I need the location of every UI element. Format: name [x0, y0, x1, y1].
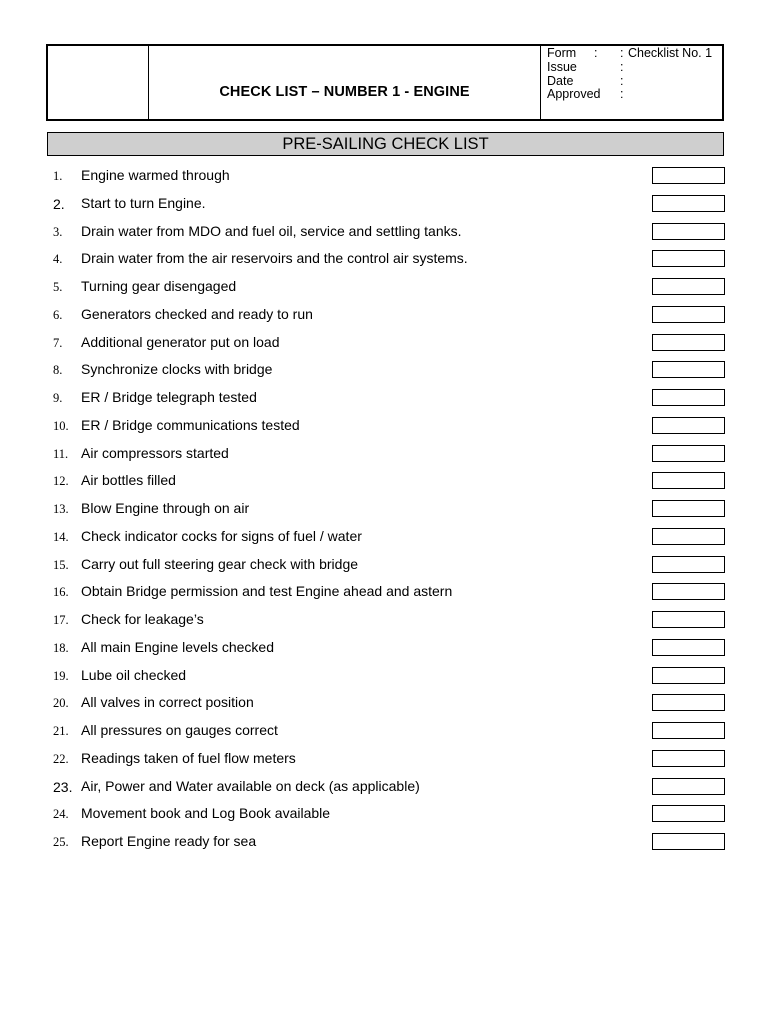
checklist-item	[0, 773, 768, 801]
checklist-item	[0, 578, 768, 606]
checklist-item	[0, 606, 768, 634]
checkbox[interactable]	[652, 805, 725, 822]
meta-label-date: Date	[547, 73, 574, 88]
item-text: Check indicator cocks for signs of fuel / water	[81, 527, 362, 544]
meta-label-issue: Issue	[547, 59, 577, 74]
item-text: Synchronize clocks with bridge	[81, 361, 273, 378]
item-number: 12.	[53, 474, 69, 489]
checkbox[interactable]	[652, 334, 725, 351]
item-number: 15.	[53, 557, 69, 572]
item-number: 25.	[53, 835, 69, 849]
item-number: 4.	[53, 252, 63, 267]
item-number: 20.	[53, 696, 69, 711]
checkbox[interactable]	[652, 556, 725, 573]
checklist-item	[0, 162, 768, 190]
checklist-item	[0, 356, 768, 384]
item-text: Air compressors started	[81, 444, 229, 461]
meta-label-approved: Approved	[547, 87, 601, 102]
checkbox[interactable]	[652, 472, 725, 489]
checklist-item	[0, 273, 768, 301]
item-text: Additional generator put on load	[81, 333, 280, 350]
item-text: Readings taken of fuel flow meters	[81, 749, 296, 766]
checkbox[interactable]	[652, 167, 725, 184]
checkbox[interactable]	[652, 833, 725, 850]
meta-separator: :	[620, 73, 624, 88]
item-number: 17.	[53, 613, 69, 627]
item-text: All pressures on gauges correct	[81, 722, 278, 738]
item-text: Air bottles filled	[81, 472, 176, 489]
meta-row-date	[541, 75, 722, 89]
checkbox[interactable]	[652, 445, 725, 462]
item-number: 2.	[53, 195, 65, 212]
item-text: Blow Engine through on air	[81, 500, 250, 516]
checklist-item	[0, 800, 768, 828]
checkbox[interactable]	[652, 361, 725, 378]
checkbox[interactable]	[652, 694, 725, 711]
document-header	[46, 44, 724, 121]
meta-row-approved	[541, 88, 722, 102]
item-number: 14.	[53, 529, 69, 544]
meta-row-issue	[541, 61, 722, 75]
checklist-item	[0, 467, 768, 495]
checkbox[interactable]	[652, 528, 725, 545]
item-text: All main Engine levels checked	[81, 638, 274, 655]
document-title: CHECK LIST – NUMBER 1 - ENGINE	[219, 84, 470, 100]
checkbox[interactable]	[652, 750, 725, 767]
item-number: 13.	[53, 502, 69, 516]
item-number: 18.	[53, 640, 69, 655]
checklist-item	[0, 245, 768, 273]
item-text: ER / Bridge telegraph tested	[81, 389, 257, 405]
meta-separator: :	[620, 87, 624, 102]
item-number: 9.	[53, 391, 63, 405]
checkbox[interactable]	[652, 667, 725, 684]
meta-separator: :	[620, 59, 624, 74]
item-number: 6.	[53, 307, 63, 322]
item-text: Obtain Bridge permission and test Engine ahead and astern	[81, 583, 453, 600]
meta-separator: :	[594, 46, 598, 60]
section-title: PRE-SAILING CHECK LIST	[47, 132, 724, 156]
meta-separator: :	[620, 46, 624, 60]
checklist-item	[0, 828, 768, 856]
form-meta	[541, 46, 722, 120]
meta-value-form: Checklist No. 1	[628, 46, 713, 60]
checklist-item	[0, 190, 768, 218]
meta-row-form	[541, 47, 722, 61]
item-number: 7.	[53, 335, 63, 350]
item-text: Check for leakage’s	[81, 611, 204, 627]
checkbox[interactable]	[652, 583, 725, 600]
item-text: Generators checked and ready to run	[81, 305, 313, 322]
checkbox[interactable]	[652, 417, 725, 434]
item-number: 22.	[53, 751, 69, 766]
checklist-item	[0, 440, 768, 468]
checklist-item	[0, 523, 768, 551]
checklist-item	[0, 662, 768, 690]
item-text: Lube oil checked	[81, 666, 187, 683]
item-text: Air, Power and Water available on deck (as applicable)	[81, 777, 420, 794]
title-cell	[149, 46, 541, 119]
item-text: Turning gear disengaged	[81, 278, 237, 294]
checklist-item	[0, 301, 768, 329]
checklist-item	[0, 495, 768, 523]
item-text: Report Engine ready for sea	[81, 833, 257, 849]
logo-cell	[48, 46, 149, 119]
item-number: 1.	[53, 169, 63, 183]
checkbox[interactable]	[652, 250, 725, 267]
checklist-item	[0, 689, 768, 717]
item-number: 23.	[53, 778, 73, 795]
item-number: 8.	[53, 363, 63, 378]
item-number: 11.	[53, 446, 69, 461]
meta-label-form: Form	[547, 46, 577, 60]
checklist-item	[0, 634, 768, 662]
checkbox[interactable]	[652, 306, 725, 323]
checklist-item	[0, 384, 768, 412]
item-number: 5.	[53, 280, 63, 294]
checkbox[interactable]	[652, 722, 725, 739]
item-text: Start to turn Engine.	[81, 194, 206, 211]
item-text: All valves in correct position	[81, 694, 254, 711]
checkbox[interactable]	[652, 639, 725, 656]
checklist-item	[0, 717, 768, 745]
item-text: Drain water from the air reservoirs and the control air systems.	[81, 250, 468, 267]
item-number: 10.	[53, 418, 69, 433]
checkbox[interactable]	[652, 500, 725, 517]
checklist-item	[0, 412, 768, 440]
item-text: Drain water from MDO and fuel oil, service and settling tanks.	[81, 222, 462, 239]
item-text: Engine warmed through	[81, 167, 230, 183]
item-number: 24.	[53, 807, 69, 822]
checklist-item	[0, 218, 768, 246]
checkbox[interactable]	[652, 778, 725, 795]
checkbox[interactable]	[652, 389, 725, 406]
checkbox[interactable]	[652, 611, 725, 628]
checkbox[interactable]	[652, 223, 725, 240]
item-number: 16.	[53, 585, 69, 600]
item-number: 21.	[53, 724, 69, 738]
item-number: 3.	[53, 224, 63, 239]
item-text: ER / Bridge communications tested	[81, 416, 300, 433]
item-text: Carry out full steering gear check with bridge	[81, 555, 359, 572]
item-number: 19.	[53, 668, 69, 683]
checklist-item	[0, 329, 768, 357]
checklist	[0, 162, 768, 856]
checklist-item	[0, 551, 768, 579]
checklist-item	[0, 745, 768, 773]
item-text: Movement book and Log Book available	[81, 805, 331, 822]
checkbox[interactable]	[652, 195, 725, 212]
checkbox[interactable]	[652, 278, 725, 295]
